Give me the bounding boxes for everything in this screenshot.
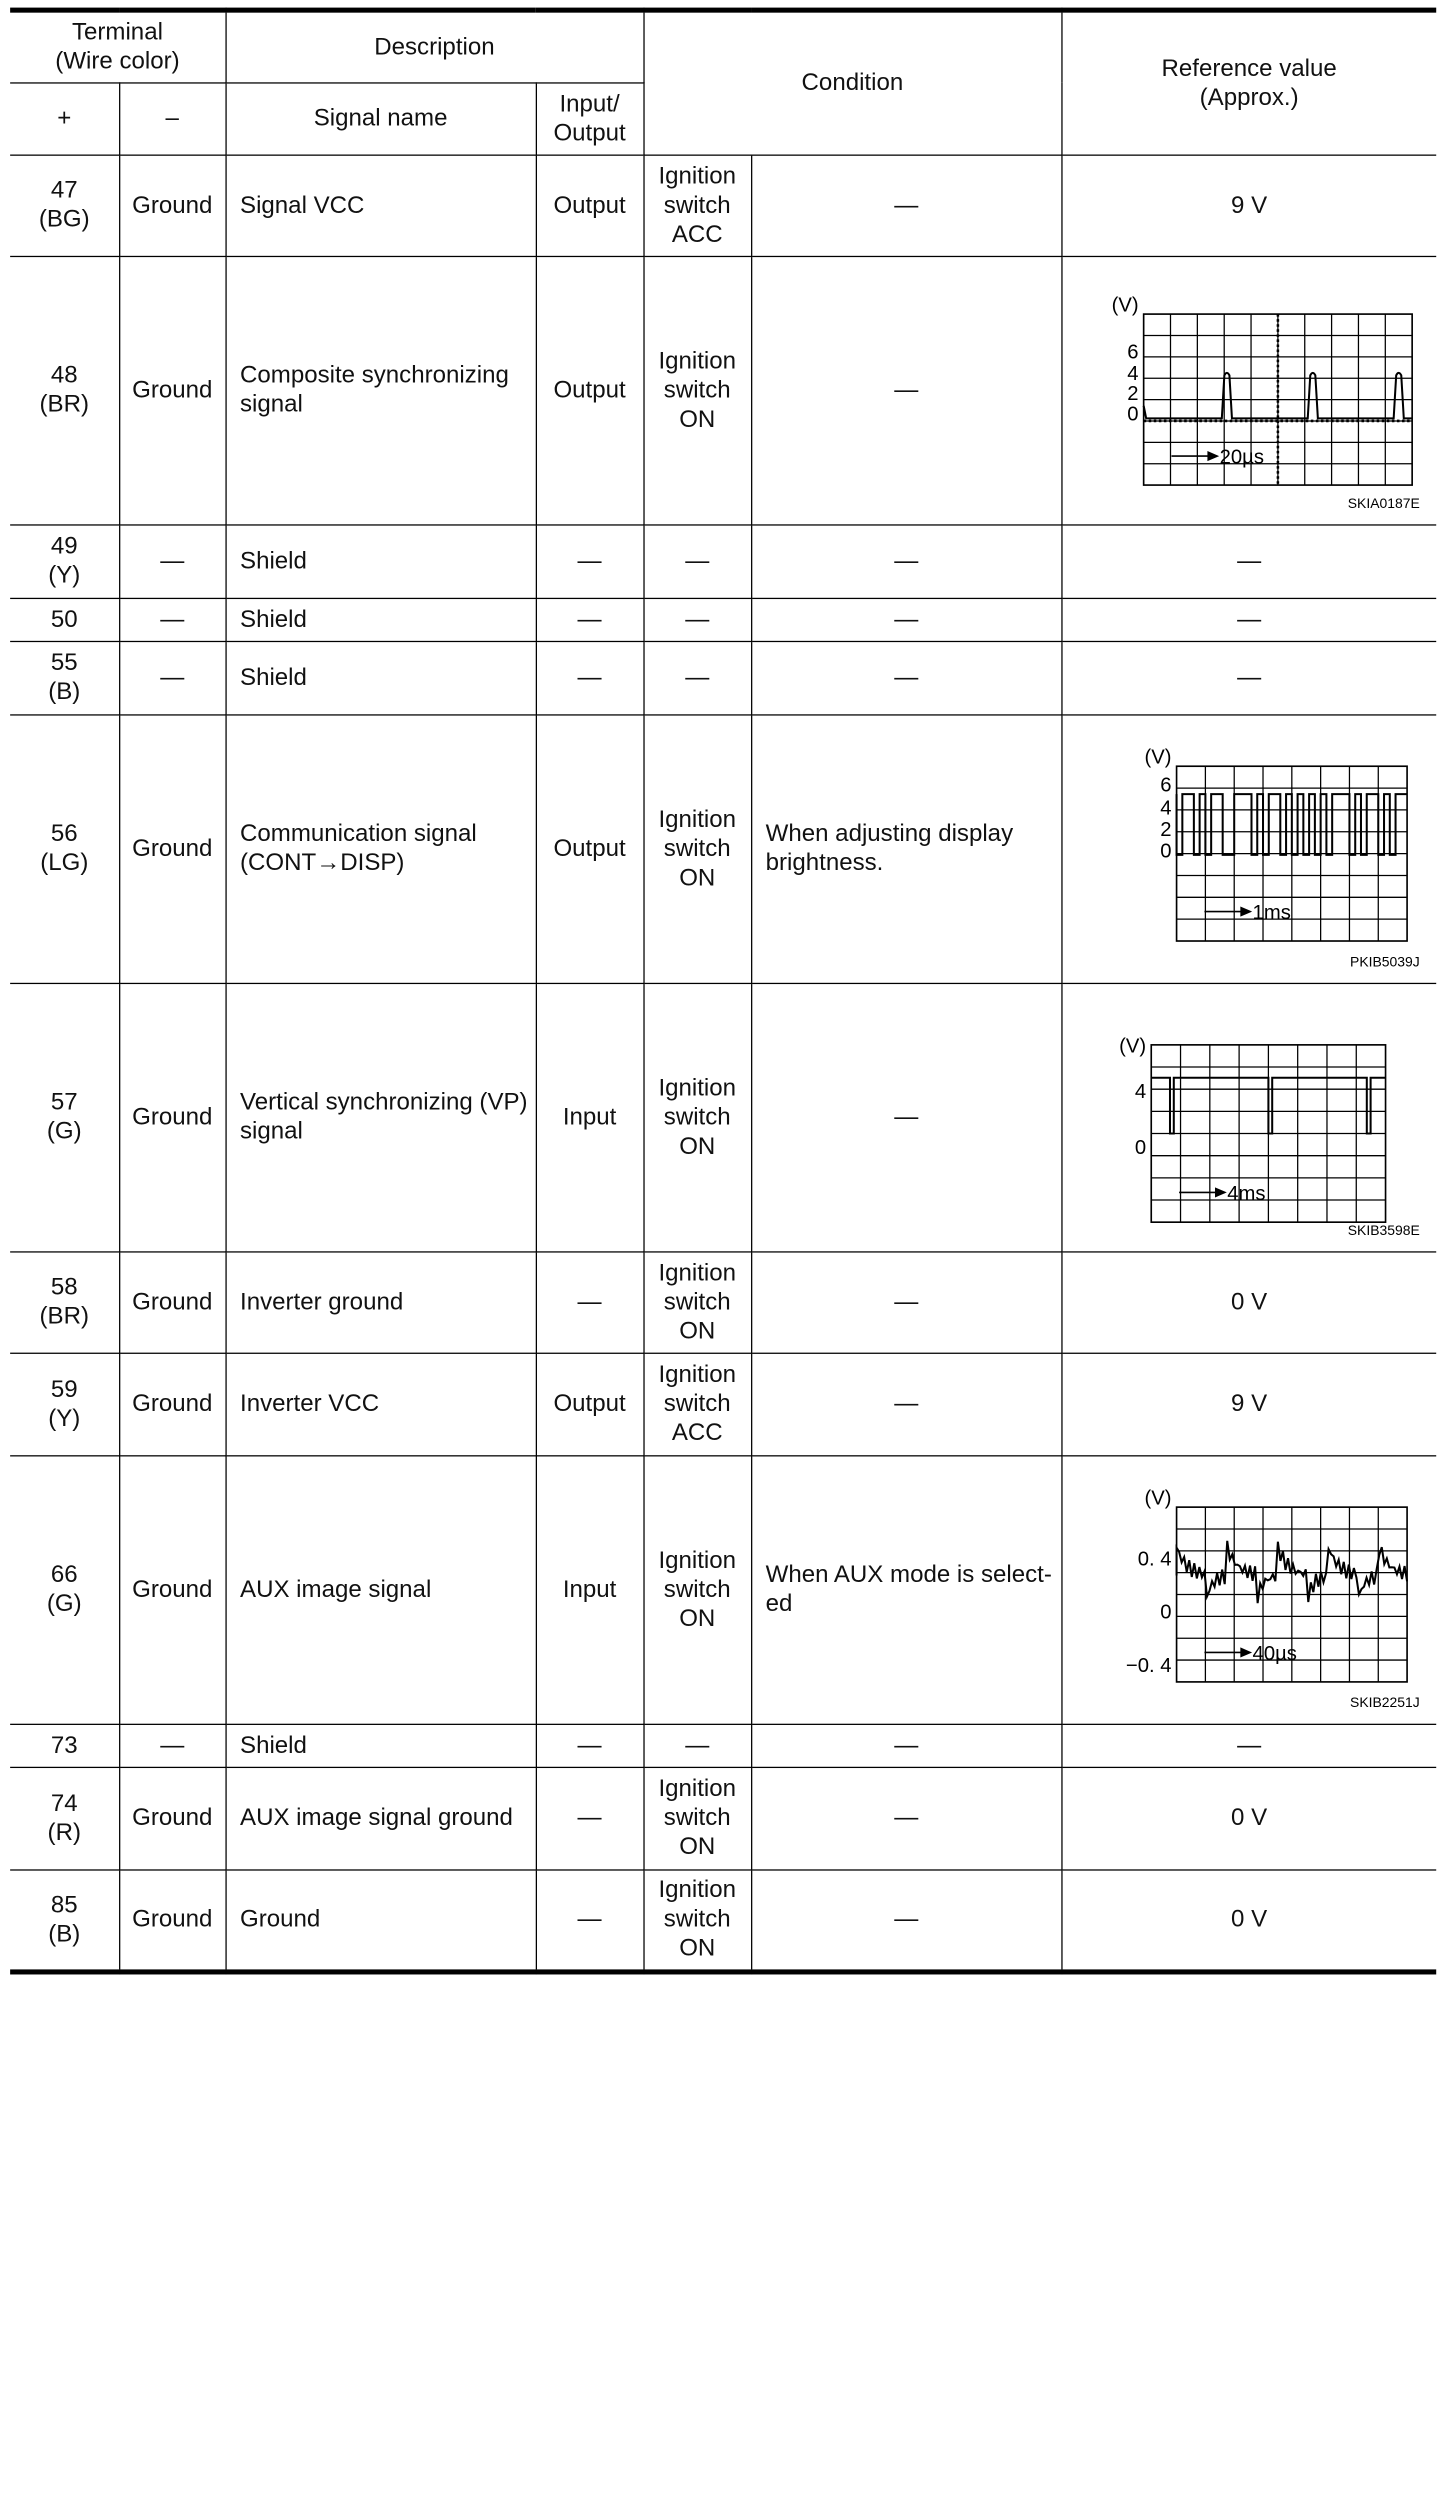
signal-name-cell: AUX image signal: [225, 1455, 535, 1723]
terminal-header: Terminal (Wire color): [10, 10, 225, 82]
wire-color: (G): [46, 1590, 82, 1618]
y-axis-label: 2: [1159, 818, 1171, 841]
reference-value-cell: 0 V: [1061, 1251, 1436, 1352]
y-axis-label: 4: [1134, 1080, 1146, 1103]
condition-switch-cell: Ignition switch ON: [643, 714, 751, 982]
scope-grid: [1143, 313, 1411, 484]
wire-color: (BR): [39, 1303, 90, 1330]
condition-detail-cell: When adjusting display brightness.: [751, 714, 1061, 982]
reference-value-cell: [1061, 983, 1436, 1251]
condition-switch-cell: Ignition switch ON: [643, 1455, 751, 1723]
reference-value-cell: 9 V: [1061, 155, 1436, 256]
negative-terminal-cell: Ground: [119, 1869, 225, 1972]
time-scale-marker: [1204, 907, 1250, 915]
condition-switch-cell: Ignition switch ON: [643, 1869, 751, 1972]
negative-terminal-cell: —: [119, 598, 225, 641]
condition-detail-cell: —: [751, 1251, 1061, 1352]
negative-terminal-cell: Ground: [119, 1455, 225, 1723]
figure-code: SKIB3598E: [1347, 1221, 1420, 1238]
y-axis-label: 6: [1159, 773, 1171, 796]
condition-switch-cell: Ignition switch ON: [643, 983, 751, 1251]
terminal-number: 59: [50, 1376, 78, 1403]
terminal-cell: [10, 1724, 119, 1767]
table-row: [10, 598, 1436, 641]
reference-value-cell: —: [1061, 598, 1436, 641]
time-scale-label: 20µs: [1219, 446, 1264, 469]
condition-detail-cell: —: [751, 155, 1061, 256]
signal-name-cell: AUX image signal ground: [225, 1767, 535, 1870]
y-axis-label: 4: [1126, 362, 1138, 385]
condition-switch-cell: —: [643, 1724, 751, 1767]
wire-color: (B): [48, 1920, 81, 1948]
input-output-cell: Input: [536, 1455, 644, 1723]
reference-value-cell: 0 V: [1061, 1869, 1436, 1972]
input-output-cell: Output: [536, 155, 644, 256]
reference-value-cell: —: [1061, 524, 1436, 597]
y-axis-label: 2: [1126, 382, 1138, 405]
condition-detail-cell: —: [751, 1869, 1061, 1972]
wire-color: (B): [48, 678, 81, 706]
reference-header: Reference value (Approx.): [1061, 10, 1436, 154]
y-axis-label: (V): [1110, 293, 1138, 316]
terminal-number: 49: [50, 533, 78, 560]
reference-value-cell: [1061, 256, 1436, 524]
condition-detail-cell: —: [751, 256, 1061, 524]
signal-name-cell: Shield: [225, 1724, 535, 1767]
condition-detail-cell: —: [751, 1353, 1061, 1456]
wire-color: (BG): [38, 206, 90, 234]
terminal-number: 56: [50, 820, 78, 848]
figure-code: PKIB5039J: [1349, 952, 1420, 969]
negative-terminal-cell: Ground: [119, 983, 225, 1251]
table-row: [10, 1353, 1436, 1456]
y-axis-label: 0: [1126, 402, 1138, 425]
plus-header: +: [10, 82, 119, 154]
time-scale-marker: [1179, 1188, 1225, 1196]
waveform-trace: [1151, 1077, 1385, 1133]
minus-header: –: [119, 82, 225, 154]
signal-name-cell: Inverter VCC: [225, 1353, 535, 1456]
condition-detail-cell: —: [751, 641, 1061, 714]
signal-name-header: Signal name: [225, 82, 535, 154]
terminal-number: 85: [50, 1891, 78, 1919]
figure-code: SKIB2251J: [1349, 1693, 1420, 1710]
oscilloscope-waveform: [1062, 256, 1437, 516]
description-header: Description: [225, 10, 643, 82]
terminal-number: 48: [50, 362, 78, 389]
wire-color: (BR): [39, 391, 90, 418]
terminal-number: 58: [50, 1274, 78, 1301]
negative-terminal-cell: Ground: [119, 256, 225, 524]
reference-value-cell: 9 V: [1061, 1353, 1436, 1456]
signal-name-cell: Ground: [225, 1869, 535, 1972]
figure-code: SKIA0187E: [1347, 494, 1420, 511]
y-axis-label: 0. 4: [1137, 1547, 1171, 1570]
y-axis-label: 6: [1126, 340, 1138, 363]
terminal-cell: [10, 983, 119, 1251]
condition-detail-cell: —: [751, 524, 1061, 597]
y-axis-label: (V): [1143, 746, 1171, 769]
condition-detail-cell: —: [751, 983, 1061, 1251]
time-scale-label: 40µs: [1251, 1642, 1297, 1665]
table-header: [10, 10, 1436, 154]
terminal-cell: [10, 1455, 119, 1723]
terminal-cell: [10, 256, 119, 524]
input-output-cell: —: [536, 524, 644, 597]
time-scale-label: 1ms: [1251, 901, 1291, 924]
negative-terminal-cell: —: [119, 524, 225, 597]
input-output-cell: —: [536, 1767, 644, 1870]
signal-name-cell: Shield: [225, 524, 535, 597]
condition-detail-cell: When AUX mode is select- ed: [751, 1455, 1061, 1723]
input-output-cell: Output: [536, 714, 644, 982]
negative-terminal-cell: Ground: [119, 714, 225, 982]
oscilloscope-waveform: [1062, 1456, 1437, 1716]
wire-color: (R): [47, 1819, 81, 1846]
table-row: [10, 1869, 1436, 1972]
signal-name-cell: Communication signal (CONT→DISP): [225, 714, 535, 982]
terminal-number: 55: [50, 649, 78, 677]
wire-color: (G): [46, 1118, 82, 1145]
condition-switch-cell: Ignition switch ON: [643, 256, 751, 524]
signal-name-cell: Shield: [225, 641, 535, 714]
wire-color: (Y): [48, 562, 81, 589]
condition-header: Condition: [643, 10, 1061, 154]
y-axis-label: 0: [1159, 839, 1171, 862]
y-axis-label: (V): [1118, 1034, 1146, 1057]
signal-name-cell: Inverter ground: [225, 1251, 535, 1352]
table-row: [10, 1251, 1436, 1352]
condition-detail-cell: —: [751, 598, 1061, 641]
y-axis-label: (V): [1143, 1486, 1171, 1509]
condition-switch-cell: Ignition switch ACC: [643, 155, 751, 256]
terminal-cell: [10, 714, 119, 982]
terminal-number: 57: [50, 1089, 78, 1116]
terminal-cell: [10, 155, 119, 256]
y-axis-label: 0: [1159, 1600, 1171, 1623]
table-row: [10, 155, 1436, 256]
condition-detail-cell: —: [751, 1724, 1061, 1767]
condition-detail-cell: —: [751, 1767, 1061, 1870]
time-scale-marker: [1204, 1648, 1250, 1656]
signal-name-cell: Signal VCC: [225, 155, 535, 256]
condition-switch-cell: —: [643, 524, 751, 597]
input-output-cell: —: [536, 641, 644, 714]
input-output-cell: —: [536, 1724, 644, 1767]
table-body: [10, 155, 1436, 1972]
table-row: [10, 714, 1436, 982]
input-output-header: Input/ Output: [536, 82, 644, 154]
oscilloscope-waveform: [1062, 715, 1437, 975]
condition-switch-cell: —: [643, 598, 751, 641]
input-output-cell: Output: [536, 1353, 644, 1456]
terminal-cell: [10, 1353, 119, 1456]
reference-value-cell: —: [1061, 1724, 1436, 1767]
input-output-cell: Input: [536, 983, 644, 1251]
terminal-number: 66: [50, 1561, 78, 1589]
terminal-number: 47: [50, 177, 78, 204]
terminal-cell: [10, 641, 119, 714]
input-output-cell: —: [536, 1869, 644, 1972]
condition-switch-cell: Ignition switch ON: [643, 1251, 751, 1352]
terminal-number: 50: [50, 606, 78, 633]
negative-terminal-cell: Ground: [119, 1767, 225, 1870]
terminal-cell: [10, 598, 119, 641]
input-output-cell: Output: [536, 256, 644, 524]
y-axis-label: −0. 4: [1125, 1654, 1171, 1677]
negative-terminal-cell: Ground: [119, 1251, 225, 1352]
table-row: [10, 1767, 1436, 1870]
table-row: [10, 524, 1436, 597]
signal-name-cell: Composite synchronizing signal: [225, 256, 535, 524]
negative-terminal-cell: Ground: [119, 155, 225, 256]
condition-switch-cell: —: [643, 641, 751, 714]
terminal-cell: [10, 1869, 119, 1972]
reference-value-cell: [1061, 1455, 1436, 1723]
oscilloscope-waveform: [1062, 983, 1437, 1243]
reference-value-cell: [1061, 714, 1436, 982]
terminal-number: 73: [50, 1731, 78, 1759]
negative-terminal-cell: —: [119, 1724, 225, 1767]
table-row: [10, 641, 1436, 714]
input-output-cell: —: [536, 1251, 644, 1352]
reference-value-cell: —: [1061, 641, 1436, 714]
terminal-table: [10, 8, 1436, 1975]
wire-color: (Y): [48, 1405, 81, 1432]
terminal-cell: [10, 1251, 119, 1352]
table-row: [10, 256, 1436, 524]
waveform-trace: [1176, 793, 1407, 854]
reference-value-cell: 0 V: [1061, 1767, 1436, 1870]
wire-color: (LG): [40, 849, 89, 877]
time-scale-marker: [1171, 452, 1217, 460]
time-scale-label: 4ms: [1226, 1182, 1265, 1205]
y-axis-label: 4: [1159, 796, 1171, 819]
table-row: [10, 983, 1436, 1251]
input-output-cell: —: [536, 598, 644, 641]
y-axis-label: 0: [1134, 1136, 1146, 1159]
terminal-cell: [10, 1767, 119, 1870]
condition-switch-cell: Ignition switch ACC: [643, 1353, 751, 1456]
terminal-cell: [10, 524, 119, 597]
table-row: [10, 1455, 1436, 1723]
signal-name-cell: Vertical synchronizing (VP) signal: [225, 983, 535, 1251]
negative-terminal-cell: Ground: [119, 1353, 225, 1456]
table-row: [10, 1724, 1436, 1767]
signal-name-cell: Shield: [225, 598, 535, 641]
condition-switch-cell: Ignition switch ON: [643, 1767, 751, 1870]
negative-terminal-cell: —: [119, 641, 225, 714]
terminal-number: 74: [50, 1790, 78, 1817]
